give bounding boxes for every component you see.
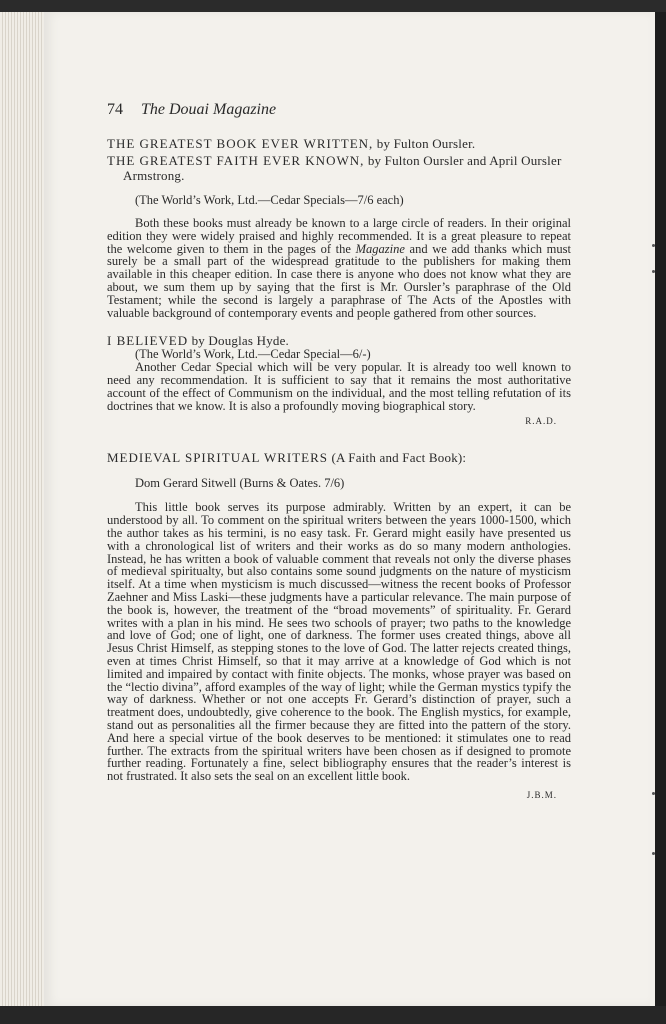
book-subtitle: (A Faith and Fact Book): (328, 450, 467, 466)
author-publisher-line: Dom Gerard Sitwell (Burns & Oates. 7/6) (135, 476, 345, 491)
reviewer-initials: R.A.D. (525, 416, 557, 427)
bottom-scan-border (0, 1006, 666, 1024)
page-stack-edge (0, 12, 46, 1008)
book-title: I BELIEVED (107, 333, 189, 349)
publisher-line: (The World’s Work, Ltd.—Cedar Special—6/-) (135, 347, 371, 362)
page-number: 74 (107, 101, 123, 118)
review-text-italic: Magazine (355, 241, 405, 256)
book-spine-edge (650, 12, 666, 1006)
review-body: Another Cedar Special which will be very popular. It is already too well known to need any recommendation. It is sufficient to say that it remains the most authoritative account of the effect of Communism on the individual, and the most telling refutation of its doctrines that we know. It is also a profoundly moving biographical story. (107, 360, 571, 413)
magazine-title: The Douai Magazine (141, 101, 277, 118)
publisher-line: (The World’s Work, Ltd.—Cedar Specials—7/6 each) (135, 193, 404, 207)
book-entry-3 (107, 333, 571, 348)
book-author: by Fulton Oursler and April Oursler Armstrong. (123, 153, 562, 183)
review-body: This little book serves its purpose admirably. Written by an expert, it can be understood by all. To comment on the spiritual writers between the years 1000-1500, which the author takes as his termini, is no easy task. Fr. Gerard might easily have presented us with a chronological list of writers and their works as do so many modern anthologies. Instead, he has written a book of valuable comment that reveals not only the diverse phases of medieval spiritualty, but also contains some sound judgments on the nature of mysticism itself. At a time when mysticism is much discussed—witness the recent books of Professor Zaehner and Miss Laski—these judgments have a particular relevance. The main purpose of the book is, however, the treatment of the “broad movements” of spirituality. Fr. Gerard writes with a plan in his mind. He sees two schools of prayer; two paths to the knowledge and love of God; one of light, one of darkness. The former uses created things, above all Jesus Christ Himself, as stepping stones to the love of God. The latter rejects created things, even at times Christ Himself, so that it may arrive at a knowledge of God which is not limited and impaired by contact with finite objects. The monks, whose prayer was based on the “lectio divina”, afford examples of the way of light; while the German mystics typify the way of darkness. Whether or not one accepts Fr. Gerard’s distinction of prayer, such a treatment does, undoubtedly, give coherence to the book. The English mystics, for example, stand out as personalities all the firmer because they are fitted into the pattern of the story. And here a special virtue of the book deserves to be mentioned: it stimulates one to read further. The extracts from the spiritual writers have been chosen as if designed to promote further reading. Fortunately a fine, select bibliography ensures that the reader’s interest is not frustrated. It also sets the seal on an excellent little book. (107, 500, 571, 784)
edge-mark (652, 852, 655, 855)
page-content (107, 100, 571, 800)
running-head (107, 100, 571, 120)
reviewer-initials: J.B.M. (526, 789, 557, 800)
review-body (107, 217, 571, 319)
book-title: THE GREATEST FAITH EVER KNOWN, (107, 153, 365, 168)
book-entry-4 (107, 450, 571, 465)
book-title: THE GREATEST BOOK EVER WRITTEN, (107, 136, 374, 151)
book-author: by Fulton Oursler. (373, 136, 476, 151)
review-text: Both these books must already be known to a large circle of readers. In their original edition they were widely praised and highly recommended. It is a great pleasure to repeat the welcome given to them in the pages of the (107, 216, 571, 256)
book-entry-1 (107, 136, 571, 151)
review-text: and we add thanks which must surely be a small part of the widespread gratitude to the publishers for making them available in this cheaper edition. In case there is anyone who does not know what they are about, we sum them up by saying that the first is Mr. Oursler’s paraphrase of the Old Testament; while the second is largely a paraphrase of The Acts of the Apostles with valuable background of contemporary events and people gathered from other sources. (107, 241, 571, 320)
book-author: by Douglas Hyde. (188, 333, 290, 349)
book-title: MEDIEVAL SPIRITUAL WRITERS (107, 450, 328, 466)
edge-mark (652, 270, 655, 273)
edge-mark (652, 792, 655, 795)
book-entry-2 (107, 153, 571, 183)
edge-mark (652, 244, 655, 247)
